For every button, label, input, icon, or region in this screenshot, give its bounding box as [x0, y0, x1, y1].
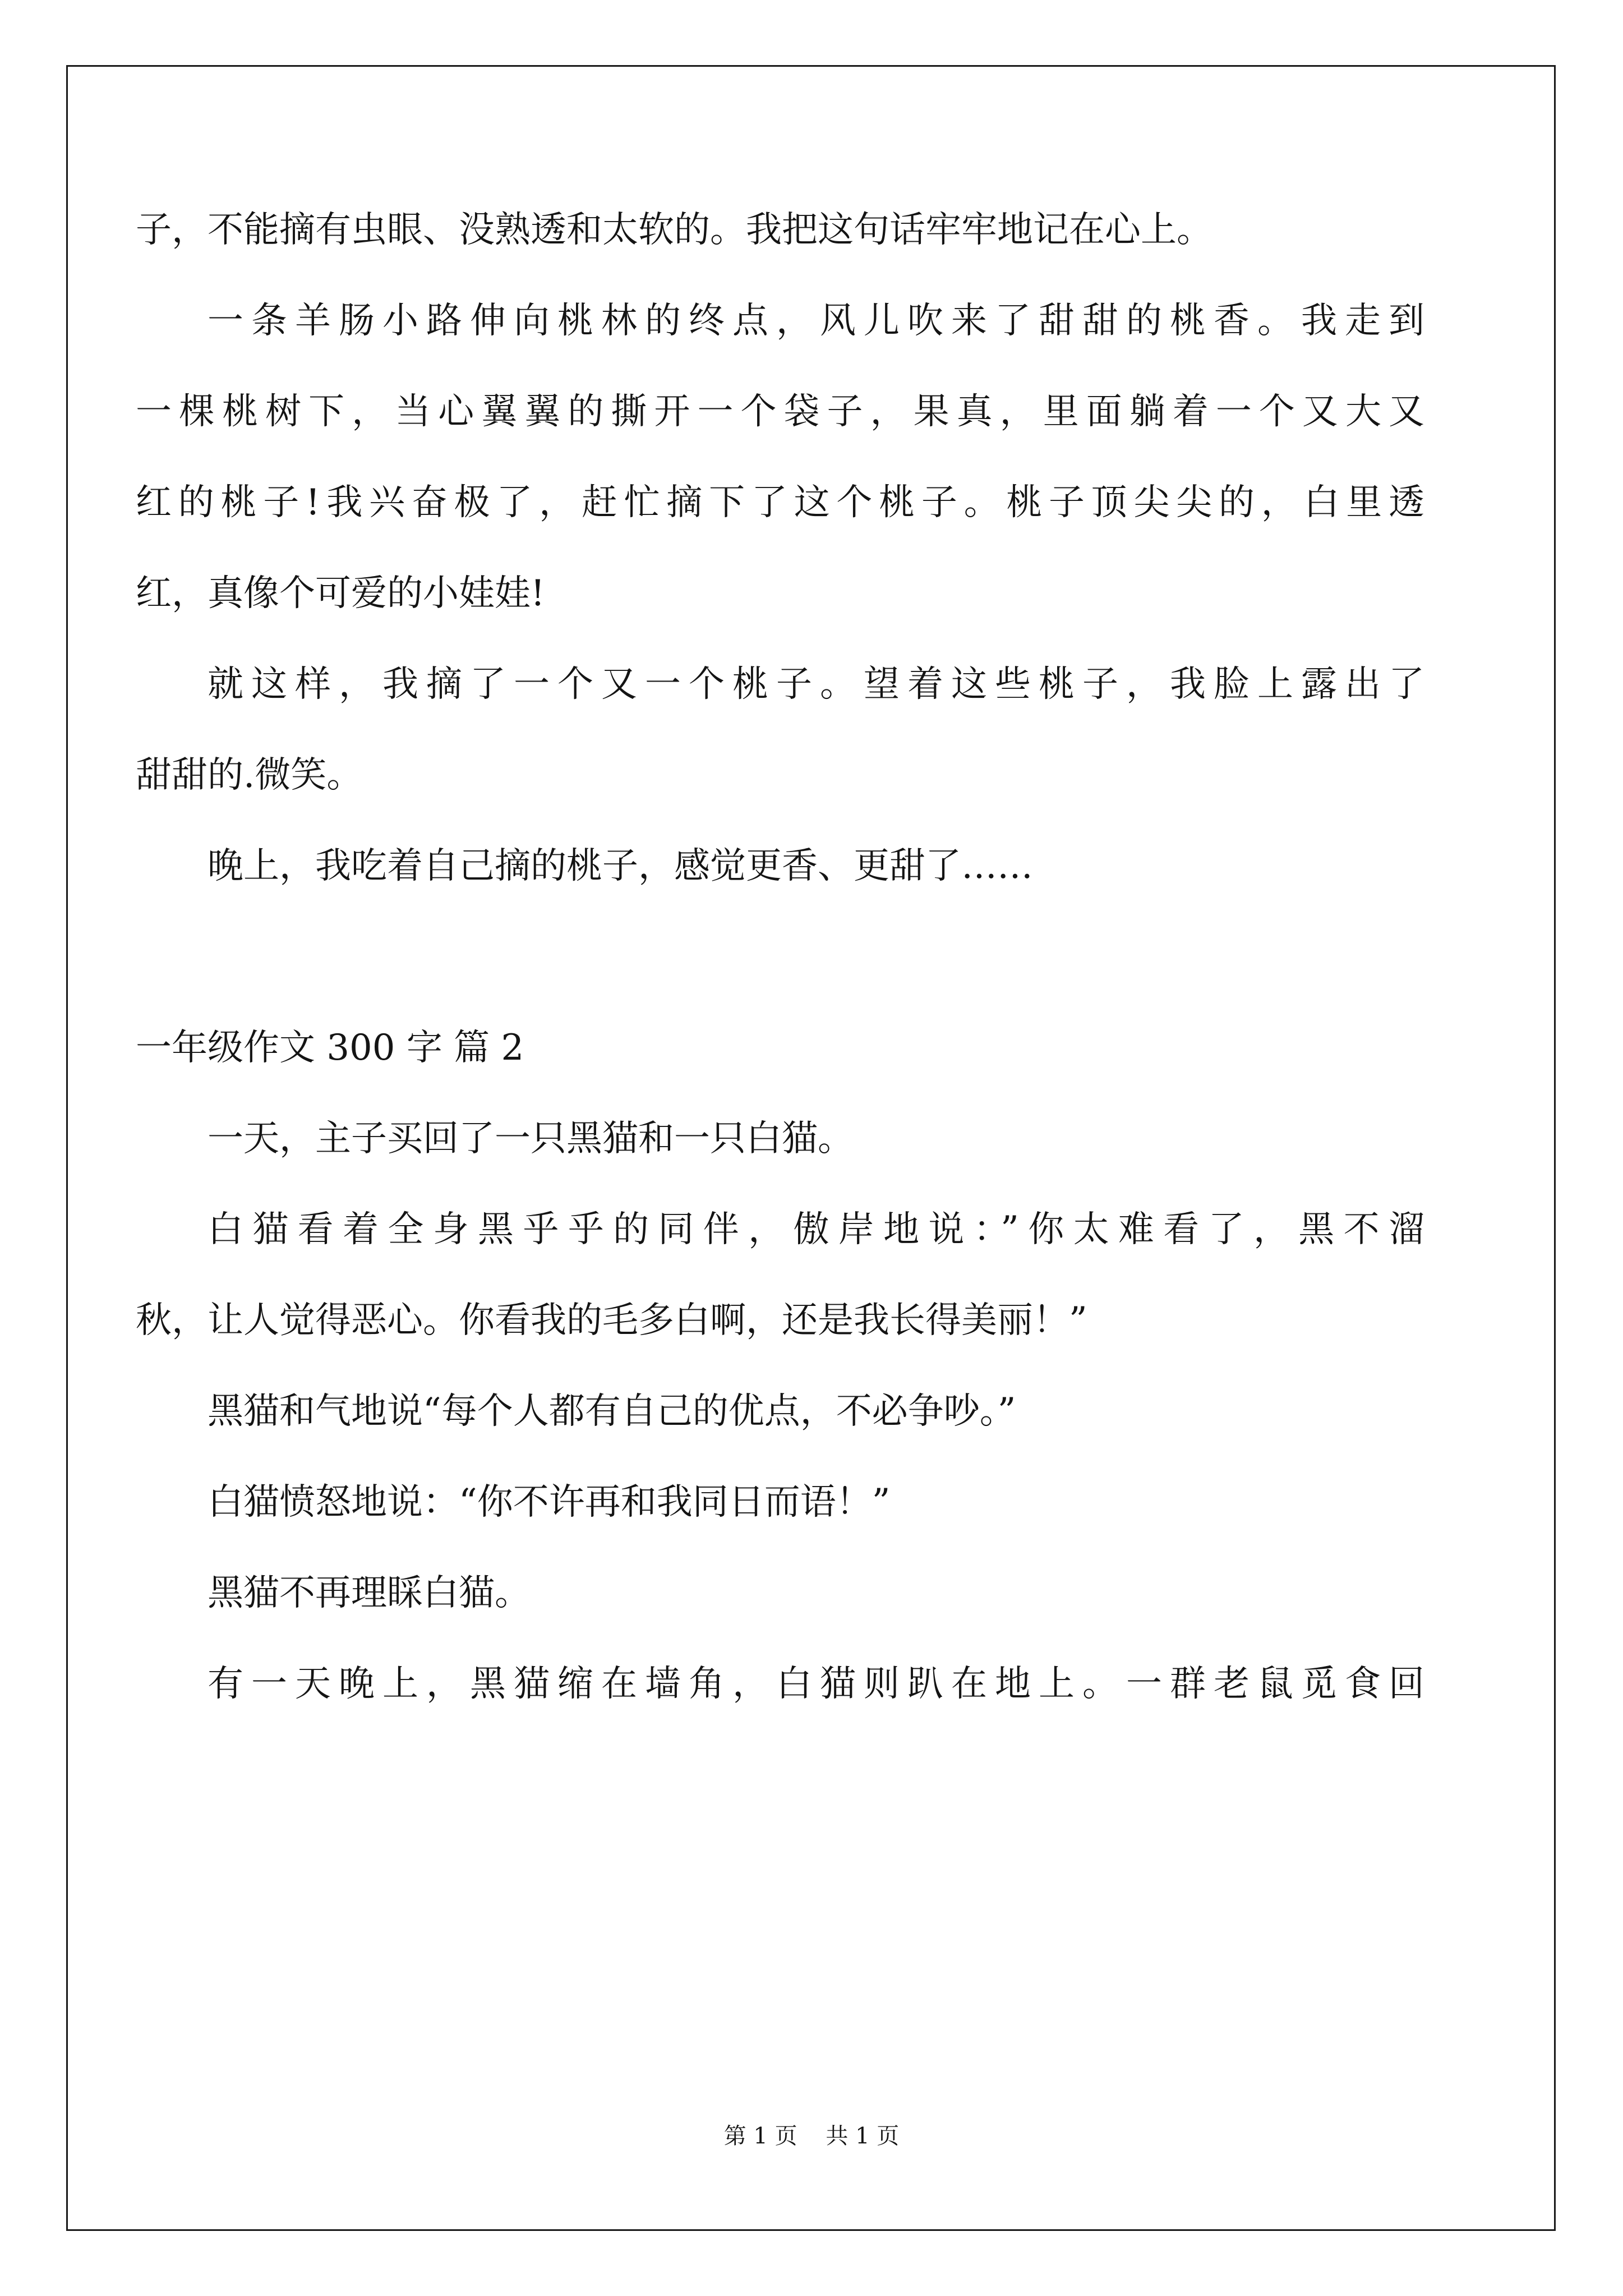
paragraph-line: 晚上，我吃着自己摘的桃子，感觉更香、更甜了……	[208, 845, 1033, 887]
paragraph-line: 黑猫不再理睬白猫。	[208, 1572, 531, 1614]
paragraph-line: 甜甜的.微笑。	[136, 754, 363, 796]
page-footer: 第 1 页 共 1 页	[723, 2123, 900, 2149]
paragraph-line: 一天，主子买回了一只黑猫和一只白猫。	[208, 1118, 854, 1159]
paragraph-line: 一棵桃树下，当心翼翼的撕开一个袋子，果真，里面躺着一个又大又	[136, 391, 1424, 432]
paragraph-line: 秋，让人觉得恶心。你看我的毛多白啊，还是我长得美丽！”	[136, 1300, 1087, 1341]
paragraph-line: 白猫愤怒地说：“你不许再和我同日而语！”	[208, 1481, 891, 1523]
paragraph-line: 一条羊肠小路伸向桃林的终点，风儿吹来了甜甜的桃香。我走到	[208, 300, 1424, 342]
paragraph-line: 红，真像个可爱的小娃娃!	[136, 573, 545, 614]
paragraph-line: 有一天晚上，黑猫缩在墙角，白猫则趴在地上。一群老鼠觅食回	[208, 1663, 1424, 1705]
paragraph-line: 黑猫和气地说“每个人都有自己的优点，不必争吵。”	[208, 1391, 1016, 1432]
paragraph-line: 就这样，我摘了一个又一个桃子。望着这些桃子，我脸上露出了	[208, 664, 1424, 705]
paragraph-line: 红的桃子!我兴奋极了，赶忙摘下了这个桃子。桃子顶尖尖的，白里透	[136, 482, 1424, 523]
section-heading: 一年级作文 300 字 篇 2	[136, 1027, 524, 1069]
paragraph-line: 子，不能摘有虫眼、没熟透和太软的。我把这句话牢牢地记在心上。	[136, 209, 1212, 251]
paragraph-line: 白猫看着全身黑乎乎的同伴，傲岸地说：”你太难看了，黑不溜	[208, 1209, 1424, 1250]
